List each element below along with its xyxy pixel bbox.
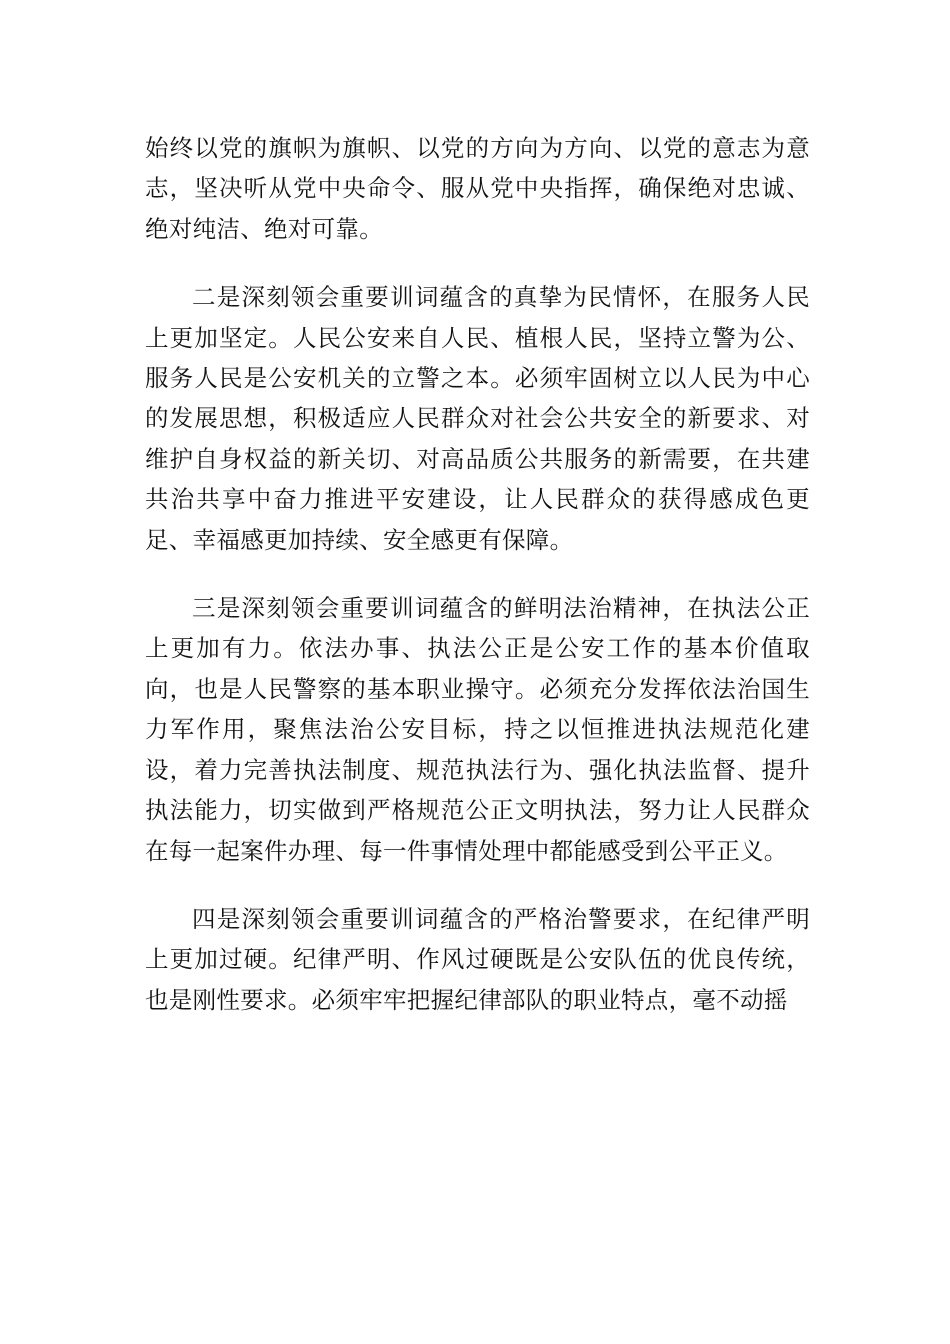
- paragraph-gap: [145, 560, 810, 588]
- paragraph-gap: [145, 871, 810, 899]
- paragraph-4: 四是深刻领会重要训词蕴含的严格治警要求，在纪律严明上更加过硬。纪律严明、作风过硬既是公安队伍的优良传统，也是刚性要求。必须牢牢把握纪律部队的职业特点，毫不动摇: [145, 904, 810, 1014]
- paragraph-1: 始终以党的旗帜为旗帜、以党的方向为方向、以党的意志为意志，坚决听从党中央命令、服从党中央指挥，确保绝对忠诚、绝对纯洁、绝对可靠。: [145, 134, 810, 243]
- paragraph-2: 二是深刻领会重要训词蕴含的真挚为民情怀，在服务人民上更加坚定。人民公安来自人民、植根人民，坚持立警为公、服务人民是公安机关的立警之本。必须牢固树立以人民为中心的发展思想，积极适应人民群众对社会公共安全的新要求、对维护自身权益的新关切、对高品质公共服务的新需要，在共建共治共享中奋力推进平安建设，让人民群众的获得感成色更足、幸福感更加持续、安全感更有保障。: [145, 283, 810, 554]
- paragraph-3: 三是深刻领会重要训词蕴含的鲜明法治精神，在执法公正上更加有力。依法办事、执法公正是公安工作的基本价值取向，也是人民警察的基本职业操守。必须充分发挥依法治国生力军作用，聚焦法治公安目标，持之以恒推进执法规范化建设，着力完善执法制度、规范执法行为、强化执法监督、提升执法能力，切实做到严格规范公正文明执法，努力让人民群众在每一起案件办理、每一件事情处理中都能感受到公平正义。: [145, 594, 810, 865]
- document-body: [145, 128, 810, 1020]
- paragraph-gap: [145, 249, 810, 277]
